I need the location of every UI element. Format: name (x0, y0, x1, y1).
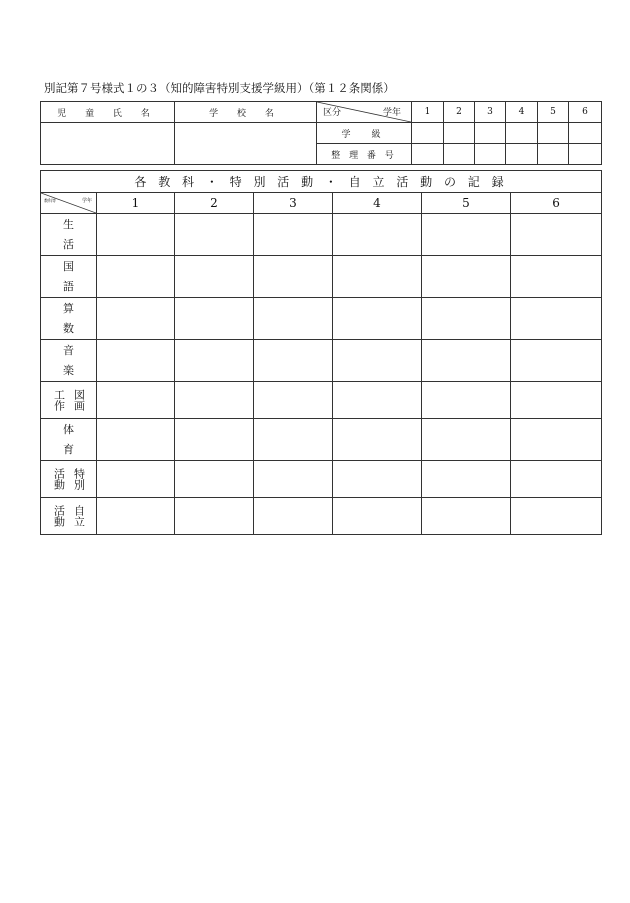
record-cell[interactable] (254, 340, 333, 382)
class-cell[interactable] (444, 123, 475, 144)
grade-3-header: 3 (475, 102, 506, 123)
record-cell[interactable] (422, 214, 511, 256)
subject-label-right: 図画 (72, 389, 86, 411)
register-cell[interactable] (569, 144, 602, 165)
subject-label-right: 特別 (72, 468, 86, 490)
record-cell[interactable] (422, 256, 511, 298)
subject-row-arts-crafts (41, 382, 602, 419)
subject-row-special-activities (41, 461, 602, 498)
register-number-label: 整 理 番 号 (317, 144, 412, 165)
class-cell[interactable] (538, 123, 569, 144)
record-cell[interactable] (97, 419, 175, 461)
grade-6-header: 6 (569, 102, 602, 123)
grade-5-header: 5 (538, 102, 569, 123)
grade-col-4: 4 (333, 193, 422, 214)
class-cell[interactable] (506, 123, 538, 144)
grade-col-2: 2 (175, 193, 254, 214)
record-cell[interactable] (333, 340, 422, 382)
record-cell[interactable] (97, 298, 175, 340)
subject-label-top: 音 (63, 343, 74, 357)
class-cell[interactable] (475, 123, 506, 144)
record-cell[interactable] (175, 461, 254, 498)
subject-label-bottom: 数 (63, 321, 74, 335)
student-name-label: 児 童 氏 名 (41, 102, 175, 123)
record-cell[interactable] (175, 298, 254, 340)
record-cell[interactable] (511, 298, 602, 340)
header-table (40, 101, 602, 165)
record-cell[interactable] (511, 382, 602, 419)
subject-row-music (41, 340, 602, 382)
subject-label (41, 461, 97, 498)
subject-label (41, 256, 97, 298)
register-cell[interactable] (506, 144, 538, 165)
record-cell[interactable] (254, 498, 333, 535)
grade-1-header: 1 (412, 102, 444, 123)
record-cell[interactable] (333, 498, 422, 535)
record-cell[interactable] (175, 340, 254, 382)
record-cell[interactable] (511, 461, 602, 498)
grade-4-header: 4 (506, 102, 538, 123)
records-table (40, 170, 602, 535)
subject-label-bottom: 楽 (63, 363, 74, 377)
record-cell[interactable] (254, 461, 333, 498)
subject-label-right: 自立 (72, 505, 86, 527)
record-cell[interactable] (175, 256, 254, 298)
subject-label-left: 活動 (52, 505, 66, 527)
record-cell[interactable] (254, 214, 333, 256)
record-cell[interactable] (511, 214, 602, 256)
subject-row-independence-activities (41, 498, 602, 535)
record-cell[interactable] (511, 498, 602, 535)
subject-row-math (41, 298, 602, 340)
corner-subject-label: 教科等 (44, 198, 56, 203)
records-caption: 各 教 科 ・ 特 別 活 動 ・ 自 立 活 動 の 記 録 (41, 171, 602, 193)
grade-2-header: 2 (444, 102, 475, 123)
subject-label-top: 体 (63, 422, 74, 436)
record-cell[interactable] (422, 498, 511, 535)
record-cell[interactable] (333, 382, 422, 419)
grade-col-6: 6 (511, 193, 602, 214)
record-cell[interactable] (175, 382, 254, 419)
class-cell[interactable] (412, 123, 444, 144)
subject-label (41, 214, 97, 256)
subject-label (41, 419, 97, 461)
record-cell[interactable] (333, 256, 422, 298)
record-cell[interactable] (511, 256, 602, 298)
record-cell[interactable] (97, 382, 175, 419)
record-cell[interactable] (254, 382, 333, 419)
subject-label-left: 活動 (52, 468, 66, 490)
subject-row-japanese (41, 256, 602, 298)
record-cell[interactable] (254, 419, 333, 461)
register-cell[interactable] (475, 144, 506, 165)
record-cell[interactable] (422, 340, 511, 382)
record-cell[interactable] (422, 298, 511, 340)
grade-label: 学年 (382, 108, 401, 118)
subject-label-bottom: 語 (63, 279, 74, 293)
record-cell[interactable] (333, 419, 422, 461)
grade-col-3: 3 (254, 193, 333, 214)
record-cell[interactable] (175, 498, 254, 535)
record-cell[interactable] (97, 340, 175, 382)
record-cell[interactable] (97, 256, 175, 298)
grade-col-5: 5 (422, 193, 511, 214)
register-cell[interactable] (444, 144, 475, 165)
record-cell[interactable] (97, 214, 175, 256)
record-cell[interactable] (254, 298, 333, 340)
class-label: 学 級 (317, 123, 412, 144)
division-grade-header (317, 102, 412, 123)
subject-label (41, 498, 97, 535)
division-label: 区分 (323, 108, 342, 118)
record-cell[interactable] (175, 214, 254, 256)
record-cell[interactable] (333, 298, 422, 340)
subject-row-life (41, 214, 602, 256)
subject-label (41, 382, 97, 419)
record-cell[interactable] (422, 382, 511, 419)
record-cell[interactable] (97, 461, 175, 498)
record-cell[interactable] (333, 461, 422, 498)
grade-col-1: 1 (97, 193, 175, 214)
register-cell[interactable] (412, 144, 444, 165)
subject-label (41, 298, 97, 340)
subject-label-top: 算 (63, 301, 74, 315)
school-name-field[interactable] (175, 123, 317, 165)
register-cell[interactable] (538, 144, 569, 165)
subject-row-pe (41, 419, 602, 461)
school-name-label: 学 校 名 (175, 102, 317, 123)
record-cell[interactable] (422, 419, 511, 461)
subject-label-left: 工作 (52, 389, 66, 411)
subject-label (41, 340, 97, 382)
record-cell[interactable] (254, 256, 333, 298)
record-cell[interactable] (511, 419, 602, 461)
subject-label-top: 生 (63, 217, 74, 231)
subject-label-bottom: 育 (63, 442, 74, 456)
record-cell[interactable] (333, 214, 422, 256)
record-cell[interactable] (97, 498, 175, 535)
record-cell[interactable] (422, 461, 511, 498)
record-cell[interactable] (175, 419, 254, 461)
subject-grade-corner (41, 193, 97, 214)
class-cell[interactable] (569, 123, 602, 144)
form-title: 別記第７号様式１の３（知的障害特別支援学級用）（第１２条関係） (44, 81, 395, 95)
subject-label-top: 国 (63, 259, 74, 273)
record-cell[interactable] (511, 340, 602, 382)
corner-grade-label: 学年 (81, 198, 92, 204)
subject-label-bottom: 活 (63, 237, 74, 251)
student-name-field[interactable] (41, 123, 175, 165)
